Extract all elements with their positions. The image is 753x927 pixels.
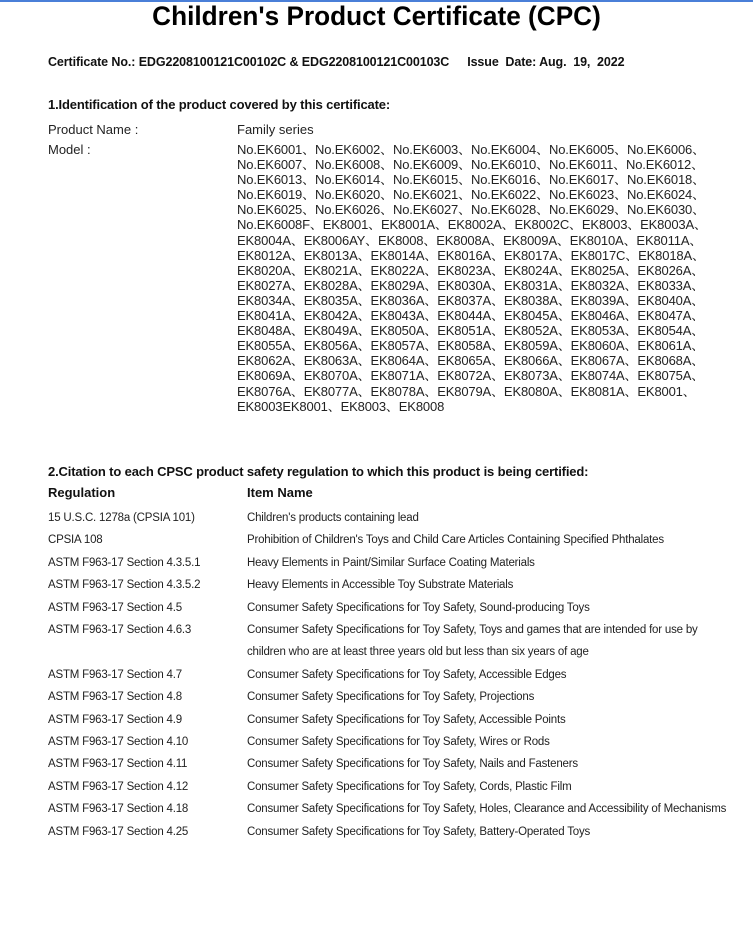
table-row	[48, 597, 738, 619]
model-label: Model :	[48, 142, 91, 157]
item-name-cell: Consumer Safety Specifications for Toy Safety, Wires or Rods	[247, 736, 550, 749]
model-line: EK8076A、EK8077A、EK8078A、EK8079A、EK8080A、EK8081A、EK8001、	[237, 383, 696, 399]
column-header-item-name: Item Name	[247, 485, 313, 500]
table-row	[48, 709, 738, 731]
regulation-table	[48, 485, 738, 843]
column-header-regulation: Regulation	[48, 485, 116, 500]
item-name-cell: Consumer Safety Specifications for Toy Safety, Cords, Plastic Film	[247, 780, 572, 793]
section1-title: 1.Identification of the product covered by this certificate:	[48, 97, 391, 112]
regulation-cell: ASTM F963-17 Section 4.10	[48, 736, 189, 749]
regulation-table-body	[48, 507, 738, 843]
model-line: EK8003EK8001、EK8003、EK8008	[237, 398, 445, 414]
table-row	[48, 552, 738, 574]
item-name-cell: Children's products containing lead	[247, 512, 419, 524]
certificate-info	[48, 55, 624, 69]
regulation-cell: ASTM F963-17 Section 4.25	[48, 825, 189, 838]
certificate-numbers: EDG2208100121C00102C & EDG2208100121C00103C	[138, 55, 450, 69]
regulation-cell: ASTM F963-17 Section 4.12	[48, 780, 189, 793]
table-row	[48, 731, 738, 753]
regulation-cell: ASTM F963-17 Section 4.8	[48, 691, 182, 704]
model-line: EK8062A、EK8063A、EK8064A、EK8065A、EK8066A、EK8067A、EK8068A、	[237, 353, 705, 369]
regulation-cell: ASTM F963-17 Section 4.11	[48, 758, 188, 771]
model-line: No.EK6001、No.EK6002、No.EK6003、No.EK6004、No.EK6005、No.EK6006、	[237, 142, 705, 157]
product-name-label: Product Name :	[48, 122, 139, 137]
item-name-cell: Consumer Safety Specifications for Toy Safety, Nails and Fasteners	[247, 758, 578, 771]
item-name-cell: Consumer Safety Specifications for Toy Safety, Accessible Edges	[247, 668, 567, 681]
model-line: EK8048A、EK8049A、EK8050A、EK8051A、EK8052A、EK8053A、EK8054A、	[237, 323, 705, 339]
model-list	[237, 142, 737, 414]
model-line: EK8055A、EK8056A、EK8057A、EK8058A、EK8059A、EK8060A、EK8061A、	[237, 338, 705, 354]
table-row	[48, 753, 738, 775]
model-line: No.EK6008F、EK8001、EK8001A、EK8002A、EK8002C、EK8003、EK8003A、	[237, 217, 707, 233]
table-row	[48, 619, 738, 664]
product-name-value: Family series	[237, 122, 314, 137]
model-line: EK8069A、EK8070A、EK8071A、EK8072A、EK8073A、EK8074A、EK8075A、	[237, 368, 705, 384]
table-row	[48, 821, 738, 843]
item-name-cell: Heavy Elements in Accessible Toy Substrate Materials	[247, 579, 514, 592]
issue-date: Aug. 19, 2022	[539, 55, 625, 69]
table-row	[48, 529, 738, 551]
regulation-cell: ASTM F963-17 Section 4.5	[48, 601, 182, 614]
regulation-cell: ASTM F963-17 Section 4.3.5.1	[48, 556, 201, 569]
item-name-cell: Consumer Safety Specifications for Toy Safety, Toys and games that are intended for use by children who are at least three years old but less than six years of age	[247, 624, 698, 659]
item-name-cell: Consumer Safety Specifications for Toy Safety, Sound-producing Toys	[247, 601, 590, 614]
table-row	[48, 686, 738, 708]
model-line: EK8027A、EK8028A、EK8029A、EK8030A、EK8031A、EK8032A、EK8033A、	[237, 277, 705, 293]
regulation-cell: ASTM F963-17 Section 4.7	[48, 668, 182, 681]
regulation-cell: ASTM F963-17 Section 4.3.5.2	[48, 579, 201, 592]
item-name-cell: Consumer Safety Specifications for Toy Safety, Accessible Points	[247, 713, 566, 726]
page-title: Children's Product Certificate (CPC)	[152, 1, 601, 31]
table-row	[48, 664, 738, 686]
section2-title: 2.Citation to each CPSC product safety regulation to which this product is being certified:	[48, 464, 589, 479]
table-row	[48, 507, 738, 529]
model-line: No.EK6013、No.EK6014、No.EK6015、No.EK6016、No.EK6017、No.EK6018、	[237, 172, 705, 188]
model-line: No.EK6025、No.EK6026、No.EK6027、No.EK6028、No.EK6029、No.EK6030、	[237, 202, 705, 218]
regulation-cell: ASTM F963-17 Section 4.9	[48, 713, 182, 726]
table-row	[48, 574, 738, 596]
issue-date-label: Issue Date:	[467, 55, 537, 69]
model-line: EK8012A、EK8013A、EK8014A、EK8016A、EK8017A、EK8017C、EK8018A、	[237, 247, 705, 263]
regulation-cell: CPSIA 108	[48, 534, 103, 547]
model-line: EK8041A、EK8042A、EK8043A、EK8044A、EK8045A、EK8046A、EK8047A、	[237, 308, 705, 324]
model-line: No.EK6019、No.EK6020、No.EK6021、No.EK6022、No.EK6023、No.EK6024、	[237, 187, 705, 203]
model-line: EK8034A、EK8035A、EK8036A、EK8037A、EK8038A、EK8039A、EK8040A、	[237, 292, 705, 308]
table-row	[48, 798, 738, 820]
item-name-cell: Consumer Safety Specifications for Toy Safety, Projections	[247, 691, 535, 704]
regulation-cell: ASTM F963-17 Section 4.6.3	[48, 624, 192, 637]
model-line: EK8020A、EK8021A、EK8022A、EK8023A、EK8024A、EK8025A、EK8026A、	[237, 262, 705, 278]
certificate-label: Certificate No.:	[48, 55, 136, 69]
regulation-cell: ASTM F963-17 Section 4.18	[48, 803, 189, 816]
model-line: No.EK6007、No.EK6008、No.EK6009、No.EK6010、No.EK6011、No.EK6012、	[237, 157, 704, 173]
item-name-cell: Prohibition of Children's Toys and Child Care Articles Containing Specified Phthalates	[247, 534, 664, 547]
item-name-cell: Consumer Safety Specifications for Toy Safety, Holes, Clearance and Accessibility of Mechanisms	[247, 803, 727, 816]
item-name-cell: Heavy Elements in Paint/Similar Surface Coating Materials	[247, 556, 535, 569]
regulation-table-header	[48, 485, 738, 507]
table-row	[48, 776, 738, 798]
item-name-cell: Consumer Safety Specifications for Toy Safety, Battery-Operated Toys	[247, 825, 591, 838]
regulation-cell: 15 U.S.C. 1278a (CPSIA 101)	[48, 512, 195, 524]
model-line: EK8004A、EK8006AY、EK8008、EK8008A、EK8009A、EK8010A、EK8011A、	[237, 232, 703, 248]
